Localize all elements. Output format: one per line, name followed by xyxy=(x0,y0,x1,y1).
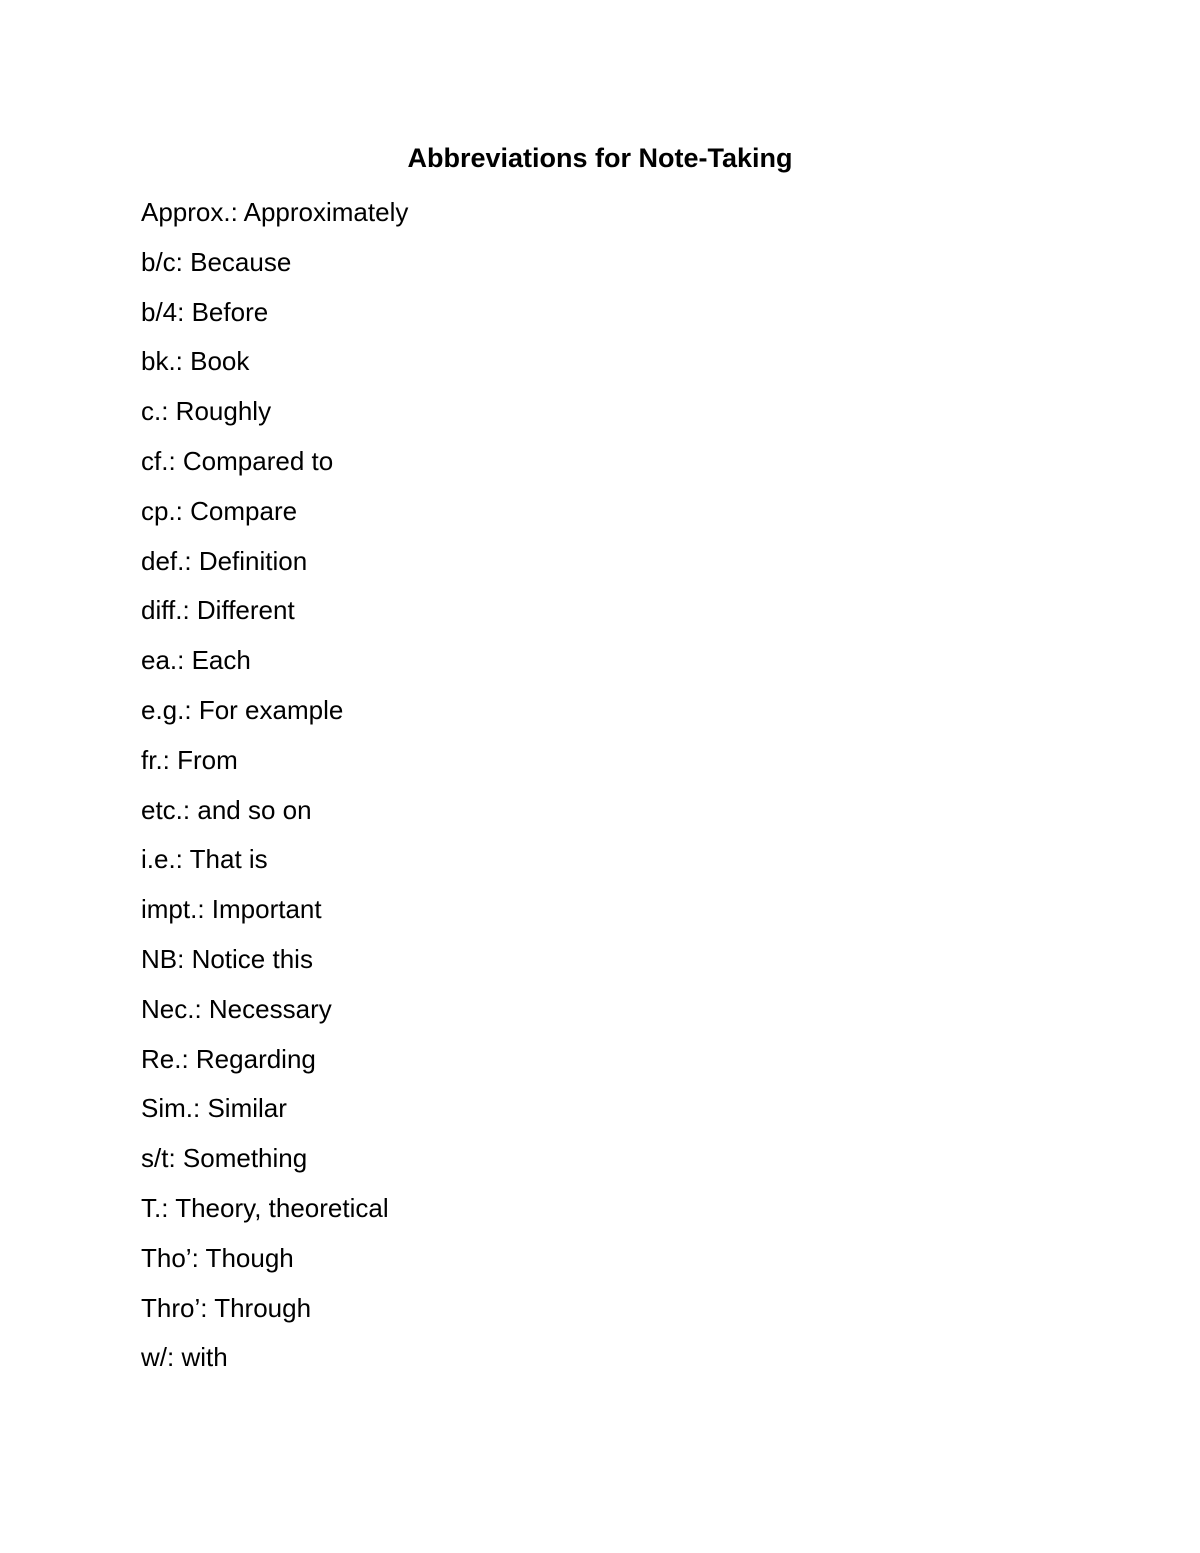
list-item: impt.: Important xyxy=(141,894,322,925)
list-item: w/: with xyxy=(141,1342,228,1373)
list-item: cp.: Compare xyxy=(141,495,298,526)
list-item: fr.: From xyxy=(141,744,238,775)
list-item: b/4: Before xyxy=(141,296,269,327)
list-item: NB: Notice this xyxy=(141,943,313,974)
list-item: Re.: Regarding xyxy=(141,1043,316,1074)
page-title: Abbreviations for Note-Taking xyxy=(407,143,793,173)
list-item: Thro’: Through xyxy=(141,1292,312,1323)
list-item: bk.: Book xyxy=(141,346,250,377)
list-item: diff.: Different xyxy=(141,595,295,626)
list-item: c.: Roughly xyxy=(141,396,272,427)
list-item: i.e.: That is xyxy=(141,844,268,875)
list-item: Tho’: Though xyxy=(141,1242,294,1273)
list-item: etc.: and so on xyxy=(141,794,312,825)
list-item: Sim.: Similar xyxy=(141,1093,287,1124)
list-item: e.g.: For example xyxy=(141,694,344,725)
list-item: def.: Definition xyxy=(141,545,308,576)
list-item: Approx.: Approximately xyxy=(141,197,409,227)
list-item: s/t: Something xyxy=(141,1143,308,1174)
list-item: Nec.: Necessary xyxy=(141,993,332,1024)
list-item: b/c: Because xyxy=(141,246,292,277)
abbreviation-list xyxy=(141,188,408,1383)
list-item: cf.: Compared to xyxy=(141,445,334,476)
list-item: ea.: Each xyxy=(141,645,251,676)
list-item: T.: Theory, theoretical xyxy=(141,1192,389,1223)
